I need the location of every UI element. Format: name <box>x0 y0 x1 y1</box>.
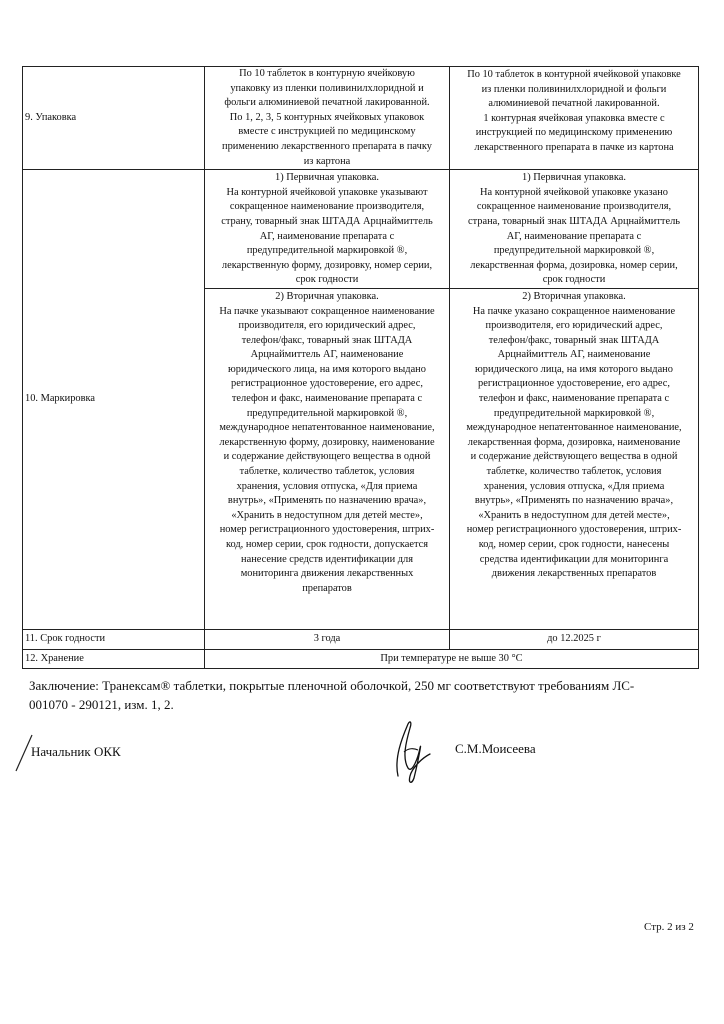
cell-text-line: АГ, наименование препарата с <box>259 230 395 242</box>
cell-text-line: предупредительной маркировкой ®, <box>246 245 408 257</box>
cell-text-line: страна, товарный знак ШТАДА Арцнаймиттель <box>467 215 680 227</box>
row-label-labeling: 10. Маркировка <box>23 170 205 630</box>
packaging-col1 <box>205 67 450 170</box>
cell-text-line: По 1, 2, 3, 5 контурных ячейковых упаковок <box>229 111 425 123</box>
cell-text-line: хранения, условия отпуска, «Для приема <box>236 480 418 492</box>
cell-text-line: из пленки поливинилхлоридной и фольги <box>481 83 667 95</box>
cell-text-line: юридического лица, на имя которого выдано <box>228 363 426 375</box>
cell-text-line: фольги алюминиевой печатной лакированной. <box>224 97 430 109</box>
cell-text-line: лекарственная форма, дозировка, наименование <box>467 436 681 448</box>
cell-text-line: юридического лица, на имя которого выдано <box>475 363 673 375</box>
cell-text-line: регистрационное удостоверение, его адрес, <box>478 378 670 390</box>
table-row-labeling-primary <box>23 170 699 289</box>
comparison-table <box>22 66 699 669</box>
shelf-life-col2: до 12.2025 г <box>450 629 699 649</box>
cell-text-line: код, номер серии, срок годности, нанесены <box>478 539 670 550</box>
cell-text-line: 1 контурная ячейковая упаковка вместе с <box>483 112 665 124</box>
cell-text-line: мониторинга движения лекарственных <box>240 568 414 580</box>
cell-text-line: из картона <box>303 155 351 167</box>
cell-text-line: лекарственная форма, дозировка, номер серии, <box>470 259 678 271</box>
cell-text-line: Арцнаймиттель АГ, наименование <box>497 349 651 361</box>
table-row-shelf-life <box>23 629 699 649</box>
conclusion-line-1: Заключение: Транексам® таблетки, покрытые пленочной оболочкой, 250 мг соответствуют требованиям ЛС- <box>29 678 635 693</box>
cell-text-line: международное непатентованное наименование, <box>466 422 682 434</box>
cell-text-line: предупредительной маркировкой ®, <box>493 407 655 419</box>
cell-text-line: телефон/факс, товарный знак ШТАДА <box>488 334 660 346</box>
cell-text-line: срок годности <box>542 274 606 286</box>
cell-text-line: регистрационное удостоверение, его адрес, <box>231 378 423 390</box>
cell-text-line: средства идентификации для мониторинга <box>479 553 669 565</box>
cell-text-line: На пачке указано сокращенное наименование <box>472 305 676 317</box>
cell-text-line: 2) Вторичная упаковка. <box>275 290 379 302</box>
cell-text-line: применению лекарственного препарата в пачку <box>222 140 432 152</box>
cell-text-line: таблетке, количество таблеток, условия <box>486 466 662 478</box>
cell-text-line: таблетке, количество таблеток, условия <box>239 466 415 478</box>
cell-text-line: телефон/факс, товарный знак ШТАДА <box>241 334 413 346</box>
cell-text-line: На контурной ячейковой упаковке указывают <box>226 186 428 198</box>
cell-text-line: страну, товарный знак ШТАДА Арцнаймиттель <box>221 215 433 227</box>
cell-text-line: «Хранить в недоступном для детей месте», <box>231 509 423 521</box>
cell-text-line: хранения, условия отпуска, «Для приема <box>483 480 665 492</box>
signatory-title: Начальник ОКК <box>31 744 121 759</box>
storage-merged: При температуре не выше 30 °С <box>205 649 699 668</box>
cell-text-line: По 10 таблеток в контурную ячейковую <box>239 68 415 79</box>
cell-text-line: вместе с инструкцией по медицинскому <box>238 126 416 138</box>
cell-text-line: и содержание действующего вещества в одной <box>470 451 678 463</box>
conclusion <box>29 676 699 714</box>
cell-text-line: инструкцией по медицинскому применению <box>475 127 673 139</box>
cell-text-line: код, номер серии, срок годности, допускается <box>225 539 429 550</box>
table-row-storage <box>23 649 699 668</box>
cell-text-line: номер регистрационного удостоверения, штрих- <box>466 524 682 536</box>
cell-text-line: алюминиевой печатной лакированной. <box>488 98 660 110</box>
cell-text-line: телефон и факс, наименование препарата с <box>231 393 423 405</box>
table-row-packaging <box>23 67 699 170</box>
cell-text-line: нанесение средств идентификации для <box>241 553 413 565</box>
shelf-life-col1: 3 года <box>205 629 450 649</box>
labeling-primary-col1 <box>205 170 450 289</box>
cell-text-line: срок годности <box>295 274 359 286</box>
cell-text-line: «Хранить в недоступном для детей месте», <box>478 509 670 521</box>
conclusion-line-2: 001070 - 290121, изм. 1, 2. <box>29 697 174 712</box>
cell-text-line: На пачке указывают сокращенное наименование <box>219 305 435 317</box>
cell-text-line: внутрь», «Применять по назначению врача», <box>474 495 674 507</box>
cell-text-line: 1) Первичная упаковка. <box>275 172 379 184</box>
labeling-secondary-col1 <box>205 288 450 629</box>
cell-text-line: движения лекарственных препаратов <box>491 568 657 580</box>
row-label-storage: 12. Хранение <box>23 649 205 668</box>
cell-text-line: внутрь», «Применять по назначению врача», <box>227 495 427 507</box>
cell-text-line: предупредительной маркировкой ®, <box>246 407 408 419</box>
cell-text-line: производителя, его юридический адрес, <box>238 320 416 332</box>
cell-text-line: 1) Первичная упаковка. <box>522 172 626 184</box>
cell-text-line: препаратов <box>302 582 352 594</box>
cell-text-line: лекарственного препарата в пачке из картона <box>474 141 674 153</box>
row-label-packaging: 9. Упаковка <box>23 67 205 170</box>
page-number: Стр. 2 из 2 <box>644 921 694 933</box>
cell-text-line: сокращенное наименование производителя, <box>229 201 425 213</box>
packaging-col2 <box>450 67 699 170</box>
cell-text-line: телефон и факс, наименование препарата с <box>478 393 670 405</box>
cell-text-line: международное непатентованное наименование, <box>219 422 435 434</box>
row-label-shelf-life: 11. Срок годности <box>23 629 205 649</box>
cell-text-line: лекарственную форму, дозировку, номер серии, <box>221 259 433 271</box>
cell-text-line: производителя, его юридический адрес, <box>485 320 663 332</box>
cell-text-line: По 10 таблеток в контурной ячейковой упаковке <box>467 69 681 80</box>
cell-text-line: упаковку из пленки поливинилхлоридной и <box>230 82 424 94</box>
cell-text-line: 2) Вторичная упаковка. <box>522 290 626 302</box>
cell-text-line: лекарственную форму, дозировку, наименование <box>219 436 435 448</box>
labeling-secondary-col2 <box>450 288 699 629</box>
cell-text-line: Арцнаймиттель АГ, наименование <box>250 349 404 361</box>
cell-text-line: АГ, наименование препарата с <box>506 230 642 242</box>
signatory-name: С.М.Моисеева <box>455 741 536 756</box>
cell-text-line: номер регистрационного удостоверения, штрих- <box>219 524 435 536</box>
cell-text-line: сокращенное наименование производителя, <box>476 201 672 213</box>
cell-text-line: предупредительной маркировкой ®, <box>493 245 655 257</box>
handwritten-signature <box>368 718 448 788</box>
labeling-primary-col2 <box>450 170 699 289</box>
cell-text-line: На контурной ячейковой упаковке указано <box>480 186 668 198</box>
cell-text-line: и содержание действующего вещества в одной <box>223 451 431 463</box>
